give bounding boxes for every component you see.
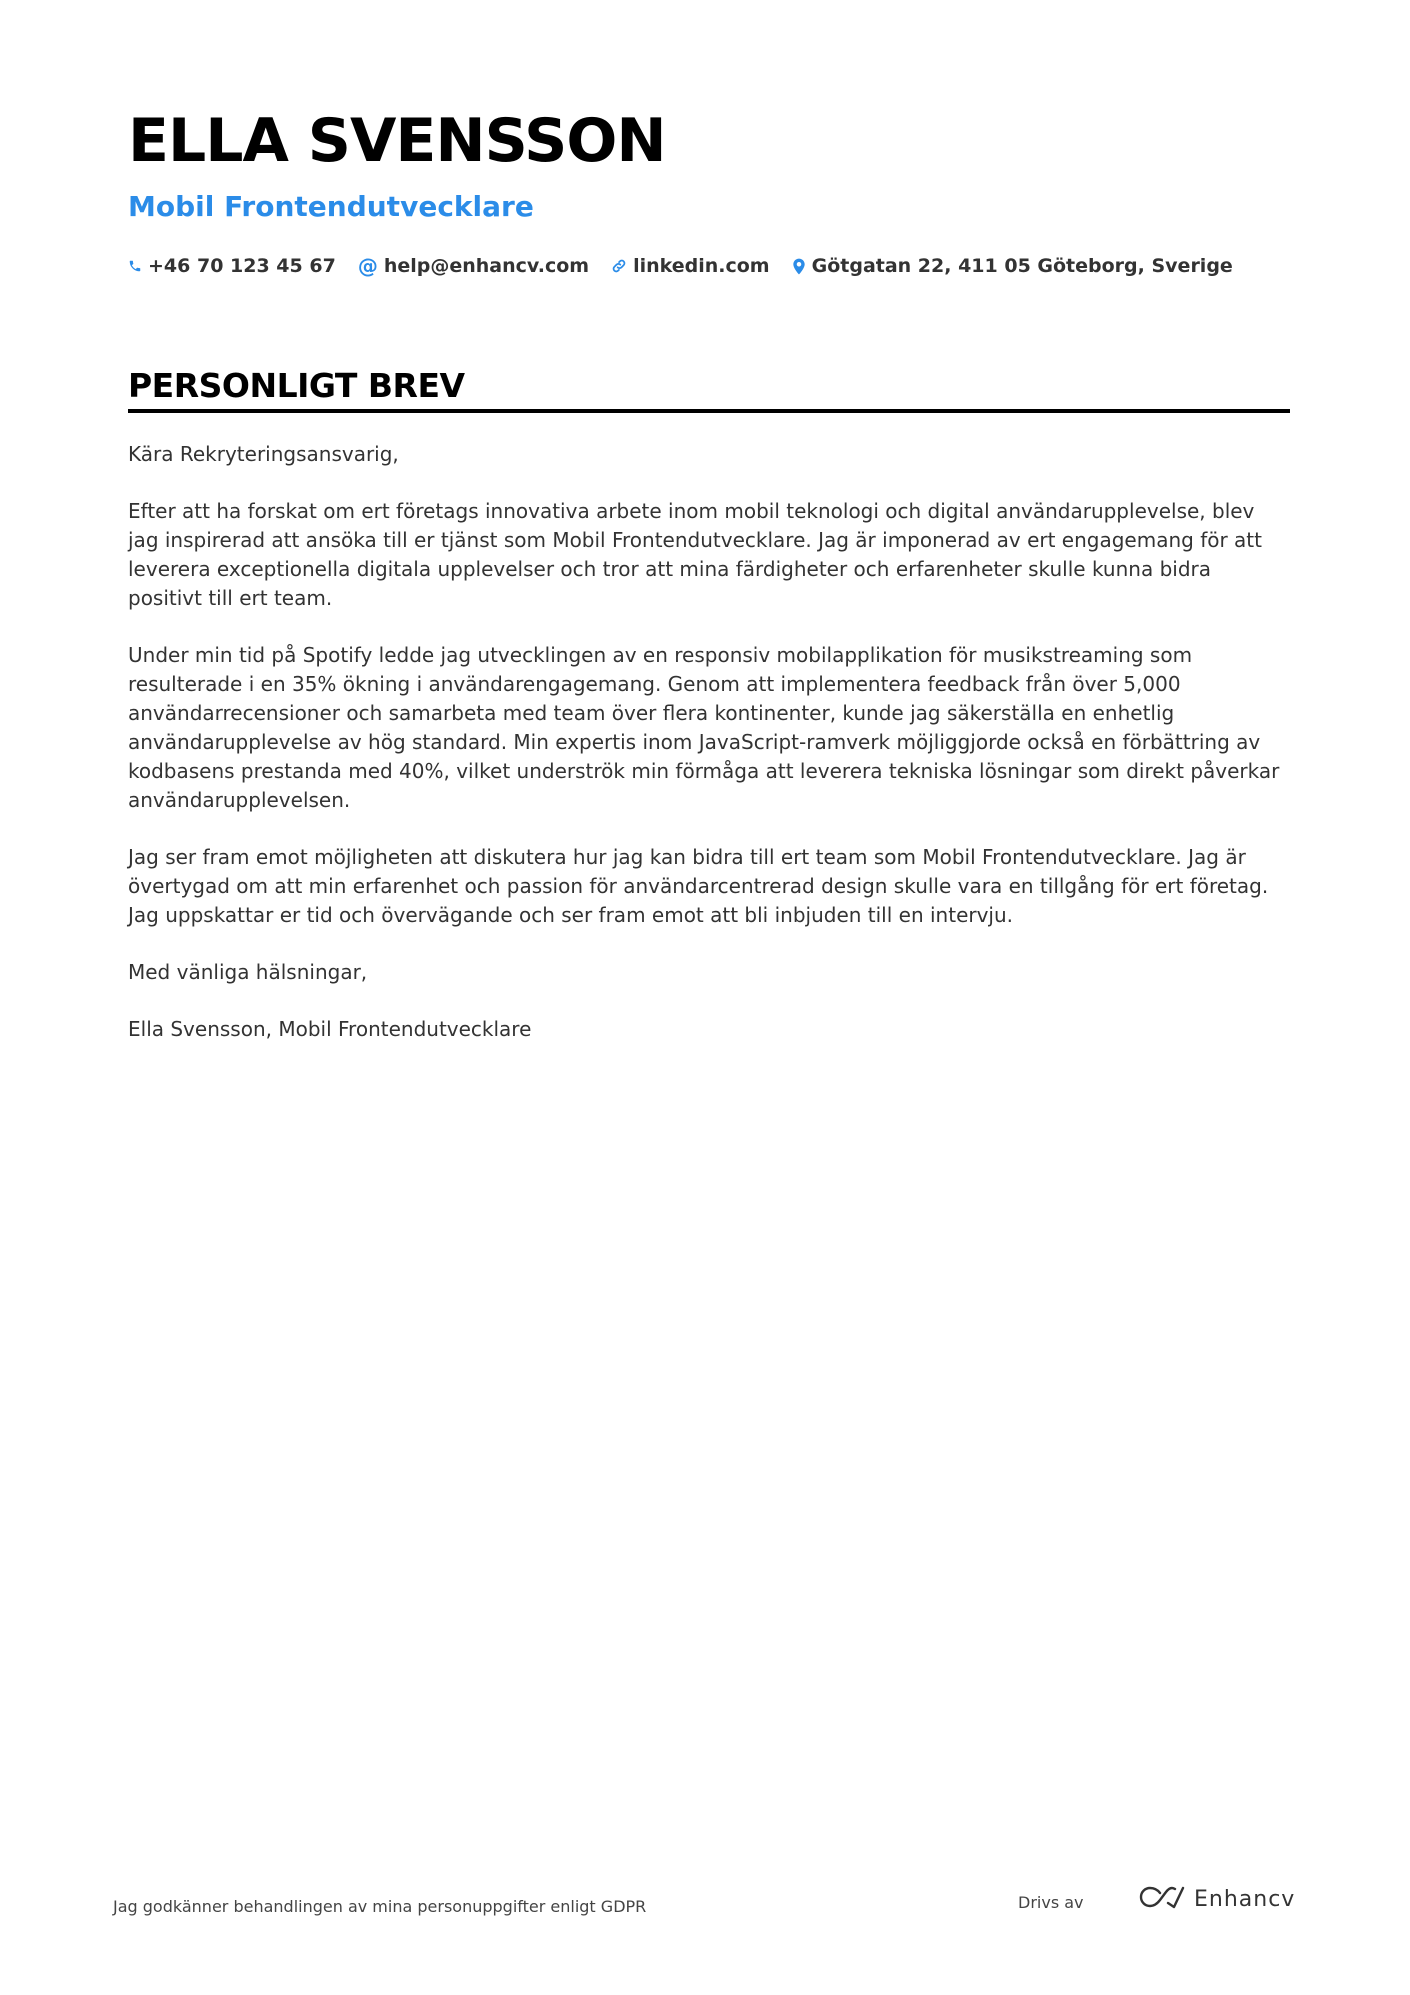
letter-paragraph: Efter att ha forskat om ert företags innovativa arbete inom mobil teknologi och digital användarupplevelse, blev jag inspirerad att ansöka till er tjänst som Mobil Frontendutvecklare. Jag är imponerad av ert engagemang för att leverera exceptionella digitala upplevelser och tror att mina färdigheter och erfarenheter skulle kunna bidra positivt till ert team. xyxy=(128,499,1262,610)
phone-icon xyxy=(128,259,142,273)
contact-address xyxy=(792,255,1233,277)
letter-closing: Med vänliga hälsningar, xyxy=(128,960,368,984)
contact-link[interactable] xyxy=(611,255,770,277)
at-icon: @ xyxy=(357,254,378,278)
letter-paragraph: Under min tid på Spotify ledde jag utvecklingen av en responsiv mobilapplikation för musikstreaming som resulterade i en 35% ökning i användarengagemang. Genom att implementera feedback från över 5,000 användarrecensioner och samarbeta med team över flera kontinenter, kunde jag säkerställa en enhetlig användarupplevelse av hög standard. Min expertis inom JavaScript-ramverk möjliggjorde också en förbättring av kodbasens prestanda med 40%, vilket underströk min förmåga att leverera tekniska lösningar som direkt påverkar användarupplevelsen. xyxy=(128,643,1280,812)
letter-paragraph: Jag ser fram emot möjligheten att diskutera hur jag kan bidra till ert team som Mobil Frontendutvecklare. Jag är övertygad om att min erfarenhet och passion för användarcentrerad design skulle vara en tillgång för ert företag. Jag uppskattar er tid och övervägande och ser fram emot att bli inbjuden till en intervju. xyxy=(128,845,1269,927)
letter-signature: Ella Svensson, Mobil Frontendutvecklare xyxy=(128,1017,532,1041)
letter-body xyxy=(128,440,1290,1072)
brand-logo[interactable] xyxy=(1138,1884,1295,1915)
link-text: linkedin.com xyxy=(633,255,770,277)
phone-text: +46 70 123 45 67 xyxy=(148,255,336,277)
candidate-name: ELLA SVENSSON xyxy=(128,106,666,176)
brand-name: Enhancv xyxy=(1194,1887,1296,1912)
address-text: Götgatan 22, 411 05 Göteborg, Sverige xyxy=(811,255,1233,277)
location-pin-icon xyxy=(792,258,806,275)
enhancv-logo-icon xyxy=(1138,1884,1186,1915)
section-title: PERSONLIGT BREV xyxy=(128,366,465,405)
candidate-role: Mobil Frontendutvecklare xyxy=(128,190,534,223)
link-icon xyxy=(611,258,627,274)
letter-greeting: Kära Rekryteringsansvarig, xyxy=(128,442,399,466)
gdpr-consent-note: Jag godkänner behandlingen av mina personuppgifter enligt GDPR xyxy=(113,1897,647,1916)
powered-by-label: Drivs av xyxy=(1018,1893,1084,1912)
contact-row xyxy=(128,254,1233,278)
section-divider xyxy=(128,409,1290,413)
contact-phone[interactable] xyxy=(128,255,336,277)
email-text: help@enhancv.com xyxy=(383,255,590,277)
contact-email[interactable] xyxy=(358,254,589,278)
